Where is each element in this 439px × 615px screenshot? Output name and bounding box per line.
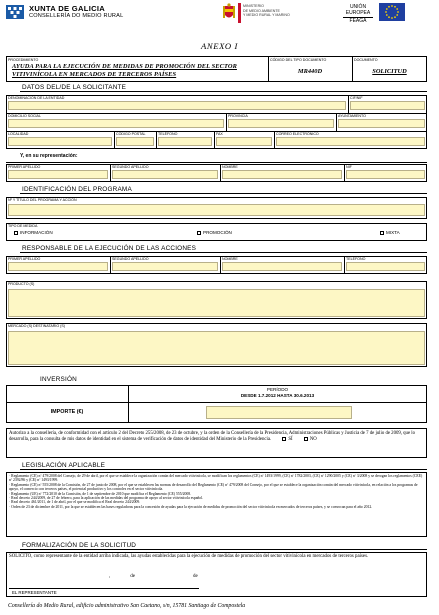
resp-surname2-field[interactable]: [112, 262, 218, 271]
eu-line: EUROPEA: [345, 10, 371, 17]
ministry-line: Y MEDIO RURAL Y MARINO: [243, 13, 290, 17]
locality-label: LOCALIDAD: [8, 132, 29, 136]
measure-option-label: MIXTA: [386, 230, 400, 235]
program-title-field[interactable]: [8, 204, 425, 216]
footer-address: Consellería do Medio Rural, edificio administrativo San Caetano, s/n, 15781 Santiago de Compostela: [8, 603, 246, 609]
market-label: MERCADO (S) DESTINATARIO (S): [8, 324, 65, 328]
document-label: DOCUMENTO: [354, 58, 378, 62]
responsible-section-title: RESPONSABLE DE LA EJECUCIÓN DE LAS ACCIONES: [20, 245, 427, 253]
address-field[interactable]: [8, 119, 224, 128]
measure-option-mixed[interactable]: [380, 230, 400, 235]
authorization-yes-option[interactable]: [282, 437, 292, 442]
ministry-flag-bar: [238, 3, 241, 23]
legislation-item: · Reglamento (CE) nº 555/2008 de la Comisión, de 27 de junio de 2008, por el que se establecen las normas de desarrollo del Reglamento (CE) nº 479/2008 del Consejo, por el que se establece la organización común del mercado vitivinícola, en relación a los programas de apoyo, el comercio con terceros países, el potencial productivo y los controles en el sector vitivinícola.: [9, 482, 418, 492]
yes-label: SÍ: [288, 437, 293, 443]
email-label: CORREO ELECTRÓNICO: [276, 132, 319, 136]
checkbox-icon[interactable]: [304, 437, 308, 441]
date-separator: de: [192, 574, 198, 579]
annex-title: ANEXO I: [201, 41, 238, 51]
investment-section-title: INVERSIÓN: [40, 376, 77, 383]
no-label: NO: [309, 437, 317, 443]
resp-surname1-label: PRIMER APELLIDO: [8, 257, 41, 261]
formalization-text: SOLICITO, como representante de la entidad arriba indicada, las ayudas establecidas para la ejecución de medidas de promoción del sector vitivinícola en mercados de terceros países.: [9, 554, 369, 559]
measure-option-label: INFORMACIÓN: [20, 230, 53, 235]
rep-surname2-label: SEGUNDO APELLIDO: [112, 165, 149, 169]
province-field[interactable]: [228, 119, 334, 128]
document-code-value: MR440D: [297, 68, 323, 75]
program-title-label: Nº Y TÍTULO DEL PROGRAMA Y ACCIÓN: [8, 198, 77, 202]
checkbox-icon[interactable]: [380, 231, 384, 235]
period-label: PERÍODO: [266, 387, 289, 392]
measure-type-label: TIPO DE MEDIDA: [8, 224, 38, 228]
signature-label: EL REPRESENTANTE: [12, 590, 57, 595]
eu-line: UNIÓN: [349, 4, 367, 10]
entity-name-field[interactable]: [8, 101, 346, 110]
rep-surname2-field[interactable]: [112, 170, 218, 179]
legislation-item: · Orden de 23 de diciembre de 2011, por la que se establecen las bases reguladoras para la concesión de ayudas para la ejecución de medidas de promoción del sector vitivinícola en mercados de terceros países, y se convocan para el año 2012.: [9, 504, 373, 509]
legislation-item: · Reglamento (UE) nº 772/2010 de la Comisión, de 1 de septiembre de 2010 que modifica el Reglamento (CE) 555/2008.: [9, 491, 192, 496]
measure-option-label: PROMOCIÓN: [203, 230, 232, 235]
ministry-line: DE MEDIO AMBIENTE: [243, 8, 280, 13]
xunta-subtitle: CONSELLERÍA DO MEDIO RURAL: [29, 13, 124, 19]
cif-label: CIF/NIF: [350, 96, 363, 100]
council-field[interactable]: [338, 119, 425, 128]
resp-name-label: NOMBRE: [222, 257, 238, 261]
resp-surname1-field[interactable]: [8, 262, 108, 271]
cif-field[interactable]: [350, 101, 425, 110]
amount-field[interactable]: [206, 406, 352, 419]
resp-name-field[interactable]: [222, 262, 342, 271]
rep-nif-field[interactable]: [346, 170, 425, 179]
rep-name-label: NOMBRE: [222, 165, 238, 169]
formalization-section-title: FORMALIZACIÓN DE LA SOLICITUD: [20, 542, 427, 550]
resp-phone-label: TELÉFONO: [346, 257, 366, 261]
checkbox-icon[interactable]: [14, 231, 18, 235]
legislation-item: · Reglamento (CE) nº 479/2008 del Consejo, de 29 de abril, por el que se establece la organización común del mercado vitivinícola, se modifican los reglamentos (CE) nº 1493/1999, (CE) nº 1782/2003, (CE) nº 1290/2005 y (CE) nº 3/2008 y se derogan los reglamentos (CEE) nº 2392/86 y (CE) nº 1493/1999.: [9, 474, 423, 483]
spain-coat-of-arms: [223, 3, 235, 21]
measure-option-information[interactable]: [14, 230, 53, 235]
province-label: PROVINCIA: [228, 114, 248, 118]
locality-field[interactable]: [8, 137, 112, 146]
legislation-list: [9, 474, 425, 509]
checkbox-icon[interactable]: [282, 437, 286, 441]
formalization-date-line: [9, 574, 425, 579]
xunta-emblem-icon: [6, 5, 24, 19]
ministry-line: MINISTERIO: [243, 4, 264, 8]
measure-option-promotion[interactable]: [197, 230, 232, 235]
address-label: DOMICILIO SOCIAL: [8, 114, 41, 118]
phone-field[interactable]: [158, 137, 212, 146]
coat-of-arms-icon: [223, 3, 235, 21]
rep-nif-label: NIF: [346, 165, 352, 169]
period-value: DESDE 1.7.2012 HASTA 30.6.2013: [240, 393, 315, 398]
authorization-no-option[interactable]: [304, 437, 317, 442]
entity-name-label: DENOMINACIÓN DE LA ENTIDAD: [8, 96, 65, 100]
fax-field[interactable]: [216, 137, 272, 146]
legislation-section-title: LEGISLACIÓN APLICABLE: [20, 462, 427, 470]
representative-title: Y, en su representación:: [20, 153, 78, 159]
date-separator: ,: [109, 574, 111, 579]
legislation-item: · Real decreto 461/2011, de 1 de abril, por el que se modifica el Real decreto 244/2009.: [9, 500, 141, 505]
authorization-text: [9, 431, 425, 443]
procedure-text: AYUDA PARA LA EJECUCIÓN DE MEDIDAS DE PROMOCIÓN DEL SECTOR VITIVINÍCOLA EN MERCADOS DE TERCEROS PAÍSES: [12, 63, 237, 78]
email-field[interactable]: [276, 137, 425, 146]
eu-flag: [379, 3, 405, 21]
investment-rule: [6, 402, 427, 403]
postcode-field[interactable]: [116, 137, 154, 146]
authorization-statement: Autorizo a la consellería, de conformidad con el artículo 2 del Decreto 255/2008, de 23 de octubre, y la orden de la Consellería de la Presidencia, Administraciones Públicas y Justicia de 7 de julio de 2009, que lo desarrolla, para la consulta de mis datos de identidad en el sistema de verificación de datos de identidad del Ministerio de la Presidencia.: [9, 431, 416, 443]
program-section-title: IDENTIFICACIÓN DEL PROGRAMA: [20, 186, 427, 194]
signature-line: [9, 588, 199, 589]
date-separator: de: [130, 574, 135, 579]
market-field[interactable]: [8, 331, 425, 365]
representative-rule: [6, 162, 427, 163]
fax-label: FAX: [216, 132, 223, 136]
rep-surname1-field[interactable]: [8, 170, 108, 179]
document-code-label: CÓDIGO DEL TIPO DOCUMENTO: [270, 58, 327, 62]
ministry-text: [243, 4, 290, 18]
rep-surname1-label: PRIMER APELLIDO: [8, 165, 41, 169]
council-label: AYUNTAMIENTO: [338, 114, 366, 118]
phone-label: TELÉFONO: [158, 132, 178, 136]
applicant-section-title: DATOS DEL/DE LA SOLICITANTE: [20, 84, 427, 92]
xunta-title: XUNTA DE GALICIA: [29, 4, 106, 13]
amount-label: IMPORTE (€): [50, 409, 84, 415]
procedure-label: PROCEDIMIENTO: [8, 58, 39, 62]
document-value: SOLICITUD: [372, 68, 407, 75]
xunta-logo: [6, 5, 24, 19]
product-field[interactable]: [8, 289, 425, 317]
eu-fund-label: FEAGA: [349, 18, 367, 24]
eu-label: [343, 4, 373, 17]
resp-phone-field[interactable]: [346, 262, 425, 271]
rep-name-field[interactable]: [222, 170, 342, 179]
resp-surname2-label: SEGUNDO APELLIDO: [112, 257, 149, 261]
eu-flag-icon: [379, 3, 405, 21]
postcode-label: CÓDIGO POSTAL: [116, 132, 146, 136]
product-label: PRODUCTO (S): [8, 282, 35, 286]
checkbox-icon[interactable]: [197, 231, 201, 235]
legislation-item: · Real decreto 244/2009, de 27 de febrero, para la aplicación de las medidas del programa de apoyo al sector vitivinícola español.: [9, 496, 204, 501]
